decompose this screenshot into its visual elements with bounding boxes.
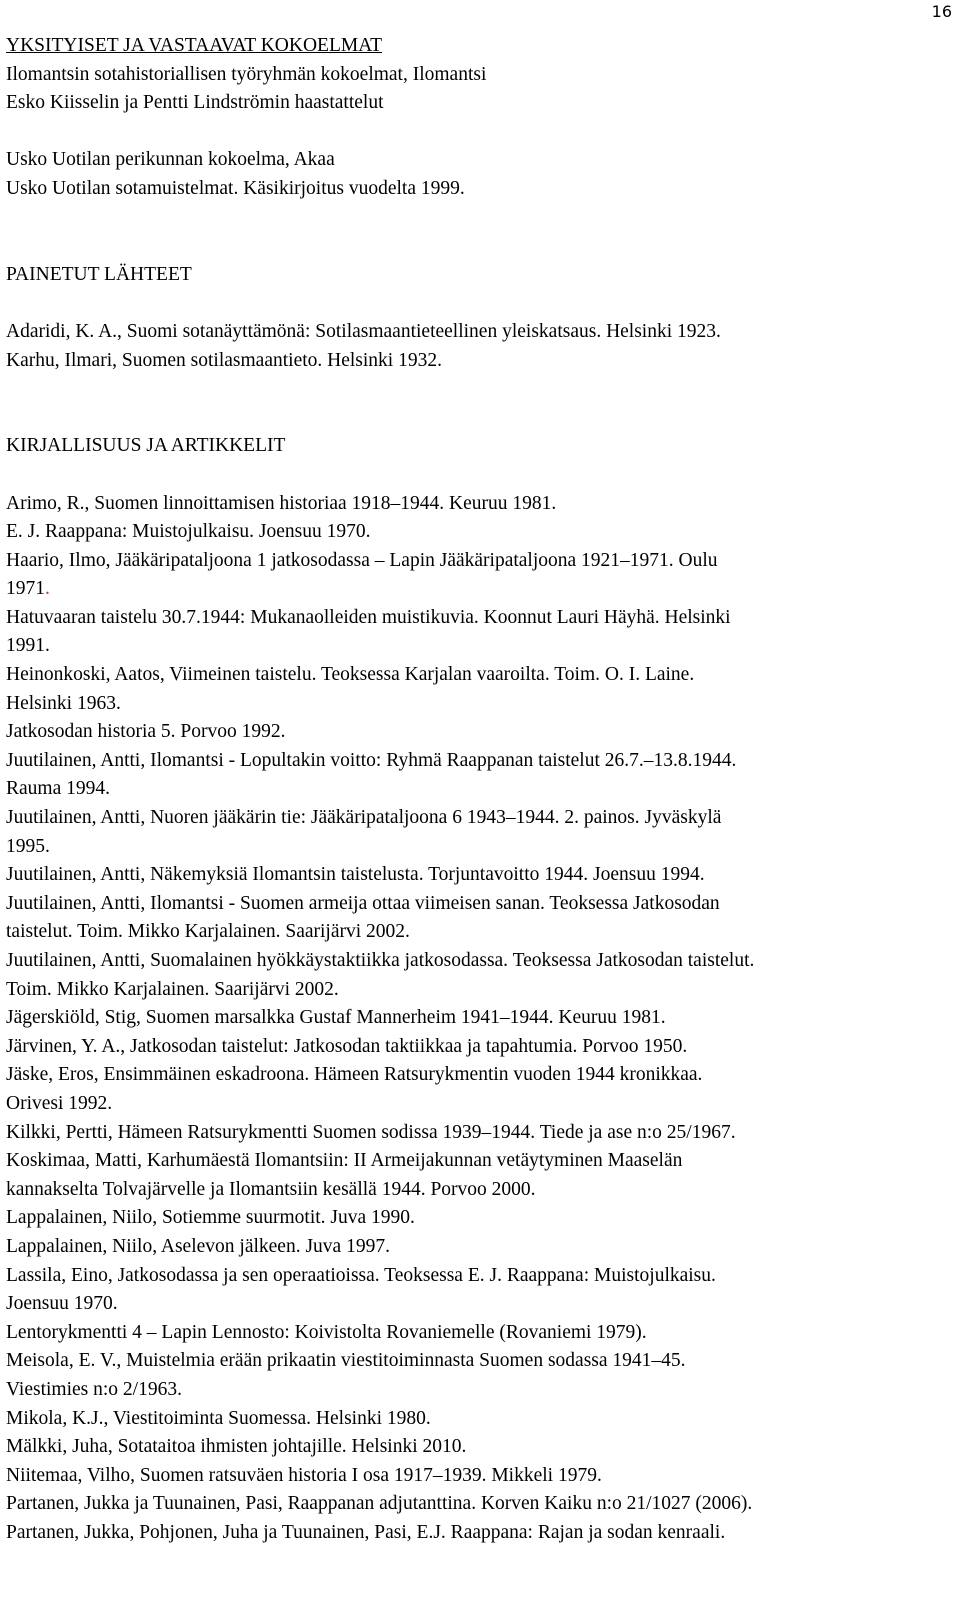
section-heading-literature: KIRJALLISUUS JA ARTIKKELIT [6, 435, 286, 457]
bibliography-entry: Esko Kiisselin ja Pentti Lindströmin haastattelut [6, 92, 384, 114]
bibliography-entry: Karhu, Ilmari, Suomen sotilasmaantieto. Helsinki 1932. [6, 349, 442, 371]
section-heading-printed-sources: PAINETUT LÄHTEET [6, 263, 192, 285]
bibliography-entry: Mälkki, Juha, Sotataitoa ihmisten johtajille. Helsinki 2010. [6, 1436, 467, 1458]
bibliography-entry: Jatkosodan historia 5. Porvoo 1992. [6, 721, 286, 743]
spacer [6, 118, 950, 147]
bibliography-entry: Arimo, R., Suomen linnoittamisen historiaa 1918–1944. Keuruu 1981. [6, 492, 557, 514]
bibliography-entry: Lassila, Eino, Jatkosodassa ja sen operaatioissa. Teoksessa E. J. Raappana: Muistojulkaisu. [6, 1264, 716, 1286]
bibliography-entry: Usko Uotilan sotamuistelmat. Käsikirjoitus vuodelta 1999. [6, 177, 465, 199]
bibliography-entry: Viestimies n:o 2/1963. [6, 1378, 182, 1400]
spacer [6, 375, 950, 404]
bibliography-entry: Lappalainen, Niilo, Aselevon jälkeen. Juva 1997. [6, 1235, 390, 1257]
bibliography-entry [6, 575, 950, 604]
spacer [6, 204, 950, 233]
bibliography-entry: Rauma 1994. [6, 778, 110, 800]
bibliography-entry: Järvinen, Y. A., Jatkosodan taistelut: Jatkosodan taktiikkaa ja tapahtumia. Porvoo 1950. [6, 1035, 688, 1057]
bibliography-entry: 1991. [6, 635, 50, 657]
bibliography-entry: Jägerskiöld, Stig, Suomen marsalkka Gustaf Mannerheim 1941–1944. Keuruu 1981. [6, 1007, 666, 1029]
bibliography-entry: Juutilainen, Antti, Näkemyksiä Ilomantsin taistelusta. Torjuntavoitto 1944. Joensuu 1994. [6, 864, 705, 886]
section-heading-private-collections: YKSITYISET JA VASTAAVAT KOKOELMAT [6, 35, 383, 56]
bibliography-entry: Ilomantsin sotahistoriallisen työryhmän kokoelmat, Ilomantsi [6, 63, 487, 85]
bibliography-entry: Haario, Ilmo, Jääkäripataljoona 1 jatkosodassa – Lapin Jääkäripataljoona 1921–1971. Oulu [6, 549, 718, 571]
haario-year-period: . [45, 578, 50, 600]
bibliography-entry: Partanen, Jukka, Pohjonen, Juha ja Tuunainen, Pasi, E.J. Raappana: Rajan ja sodan kenraali. [6, 1521, 726, 1543]
bibliography [6, 32, 950, 1547]
bibliography-entry: Mikola, K.J., Viestitoiminta Suomessa. Helsinki 1980. [6, 1407, 431, 1429]
bibliography-entry: Kilkki, Pertti, Hämeen Ratsurykmentti Suomen sodissa 1939–1944. Tiede ja ase n:o 25/1967. [6, 1121, 736, 1143]
bibliography-entry: Juutilainen, Antti, Ilomantsi - Suomen armeija ottaa viimeisen sanan. Teoksessa Jatkosodan [6, 892, 720, 914]
bibliography-entry: 1995. [6, 835, 50, 857]
bibliography-entry: Adaridi, K. A., Suomi sotanäyttämönä: Sotilasmaantieteellinen yleiskatsaus. Helsinki 1923. [6, 320, 721, 342]
bibliography-entry: Koskimaa, Matti, Karhumäestä Ilomantsiin: II Armeijakunnan vetäytyminen Maaselän [6, 1150, 683, 1172]
bibliography-entry: Niitemaa, Vilho, Suomen ratsuväen historia I osa 1917–1939. Mikkeli 1979. [6, 1464, 602, 1486]
bibliography-entry: Hatuvaaran taistelu 30.7.1944: Mukanaolleiden muistikuvia. Koonnut Lauri Häyhä. Helsinki [6, 606, 731, 628]
page-number: 16 [931, 2, 952, 21]
bibliography-entry: Heinonkoski, Aatos, Viimeinen taistelu. Teoksessa Karjalan vaaroilta. Toim. O. I. Laine. [6, 664, 695, 686]
bibliography-entry: kannakselta Tolvajärvelle ja Ilomantsiin kesällä 1944. Porvoo 2000. [6, 1178, 536, 1200]
bibliography-entry: taistelut. Toim. Mikko Karjalainen. Saarijärvi 2002. [6, 921, 410, 943]
spacer [6, 404, 950, 433]
spacer [6, 461, 950, 490]
bibliography-entry: Usko Uotilan perikunnan kokoelma, Akaa [6, 149, 335, 171]
haario-year: 1971 [6, 578, 45, 600]
bibliography-entry: Meisola, E. V., Muistelmia erään prikaatin viestitoiminnasta Suomen sodassa 1941–45. [6, 1350, 686, 1372]
bibliography-entry: Juutilainen, Antti, Nuoren jääkärin tie: Jääkäripataljoona 6 1943–1944. 2. painos. Jyväskylä [6, 807, 722, 829]
bibliography-entry: Joensuu 1970. [6, 1293, 118, 1315]
bibliography-entry: Lappalainen, Niilo, Sotiemme suurmotit. Juva 1990. [6, 1207, 415, 1229]
bibliography-entry: E. J. Raappana: Muistojulkaisu. Joensuu 1970. [6, 521, 371, 543]
bibliography-entry: Juutilainen, Antti, Ilomantsi - Lopultakin voitto: Ryhmä Raappanan taistelut 26.7.–13.8.1944. [6, 749, 737, 771]
spacer [6, 232, 950, 261]
spacer [6, 289, 950, 318]
bibliography-entry: Lentorykmentti 4 – Lapin Lennosto: Koivistolta Rovaniemelle (Rovaniemi 1979). [6, 1321, 647, 1343]
bibliography-entry: Partanen, Jukka ja Tuunainen, Pasi, Raappanan adjutanttina. Korven Kaiku n:o 21/1027 (2006). [6, 1493, 753, 1515]
bibliography-entry: Jäske, Eros, Ensimmäinen eskadroona. Hämeen Ratsurykmentin vuoden 1944 kronikkaa. [6, 1064, 703, 1086]
bibliography-entry: Juutilainen, Antti, Suomalainen hyökkäystaktiikka jatkosodassa. Teoksessa Jatkosodan taistelut. [6, 950, 755, 971]
bibliography-entry: Orivesi 1992. [6, 1092, 113, 1114]
bibliography-entry: Toim. Mikko Karjalainen. Saarijärvi 2002. [6, 978, 339, 1000]
bibliography-entry: Helsinki 1963. [6, 692, 121, 714]
